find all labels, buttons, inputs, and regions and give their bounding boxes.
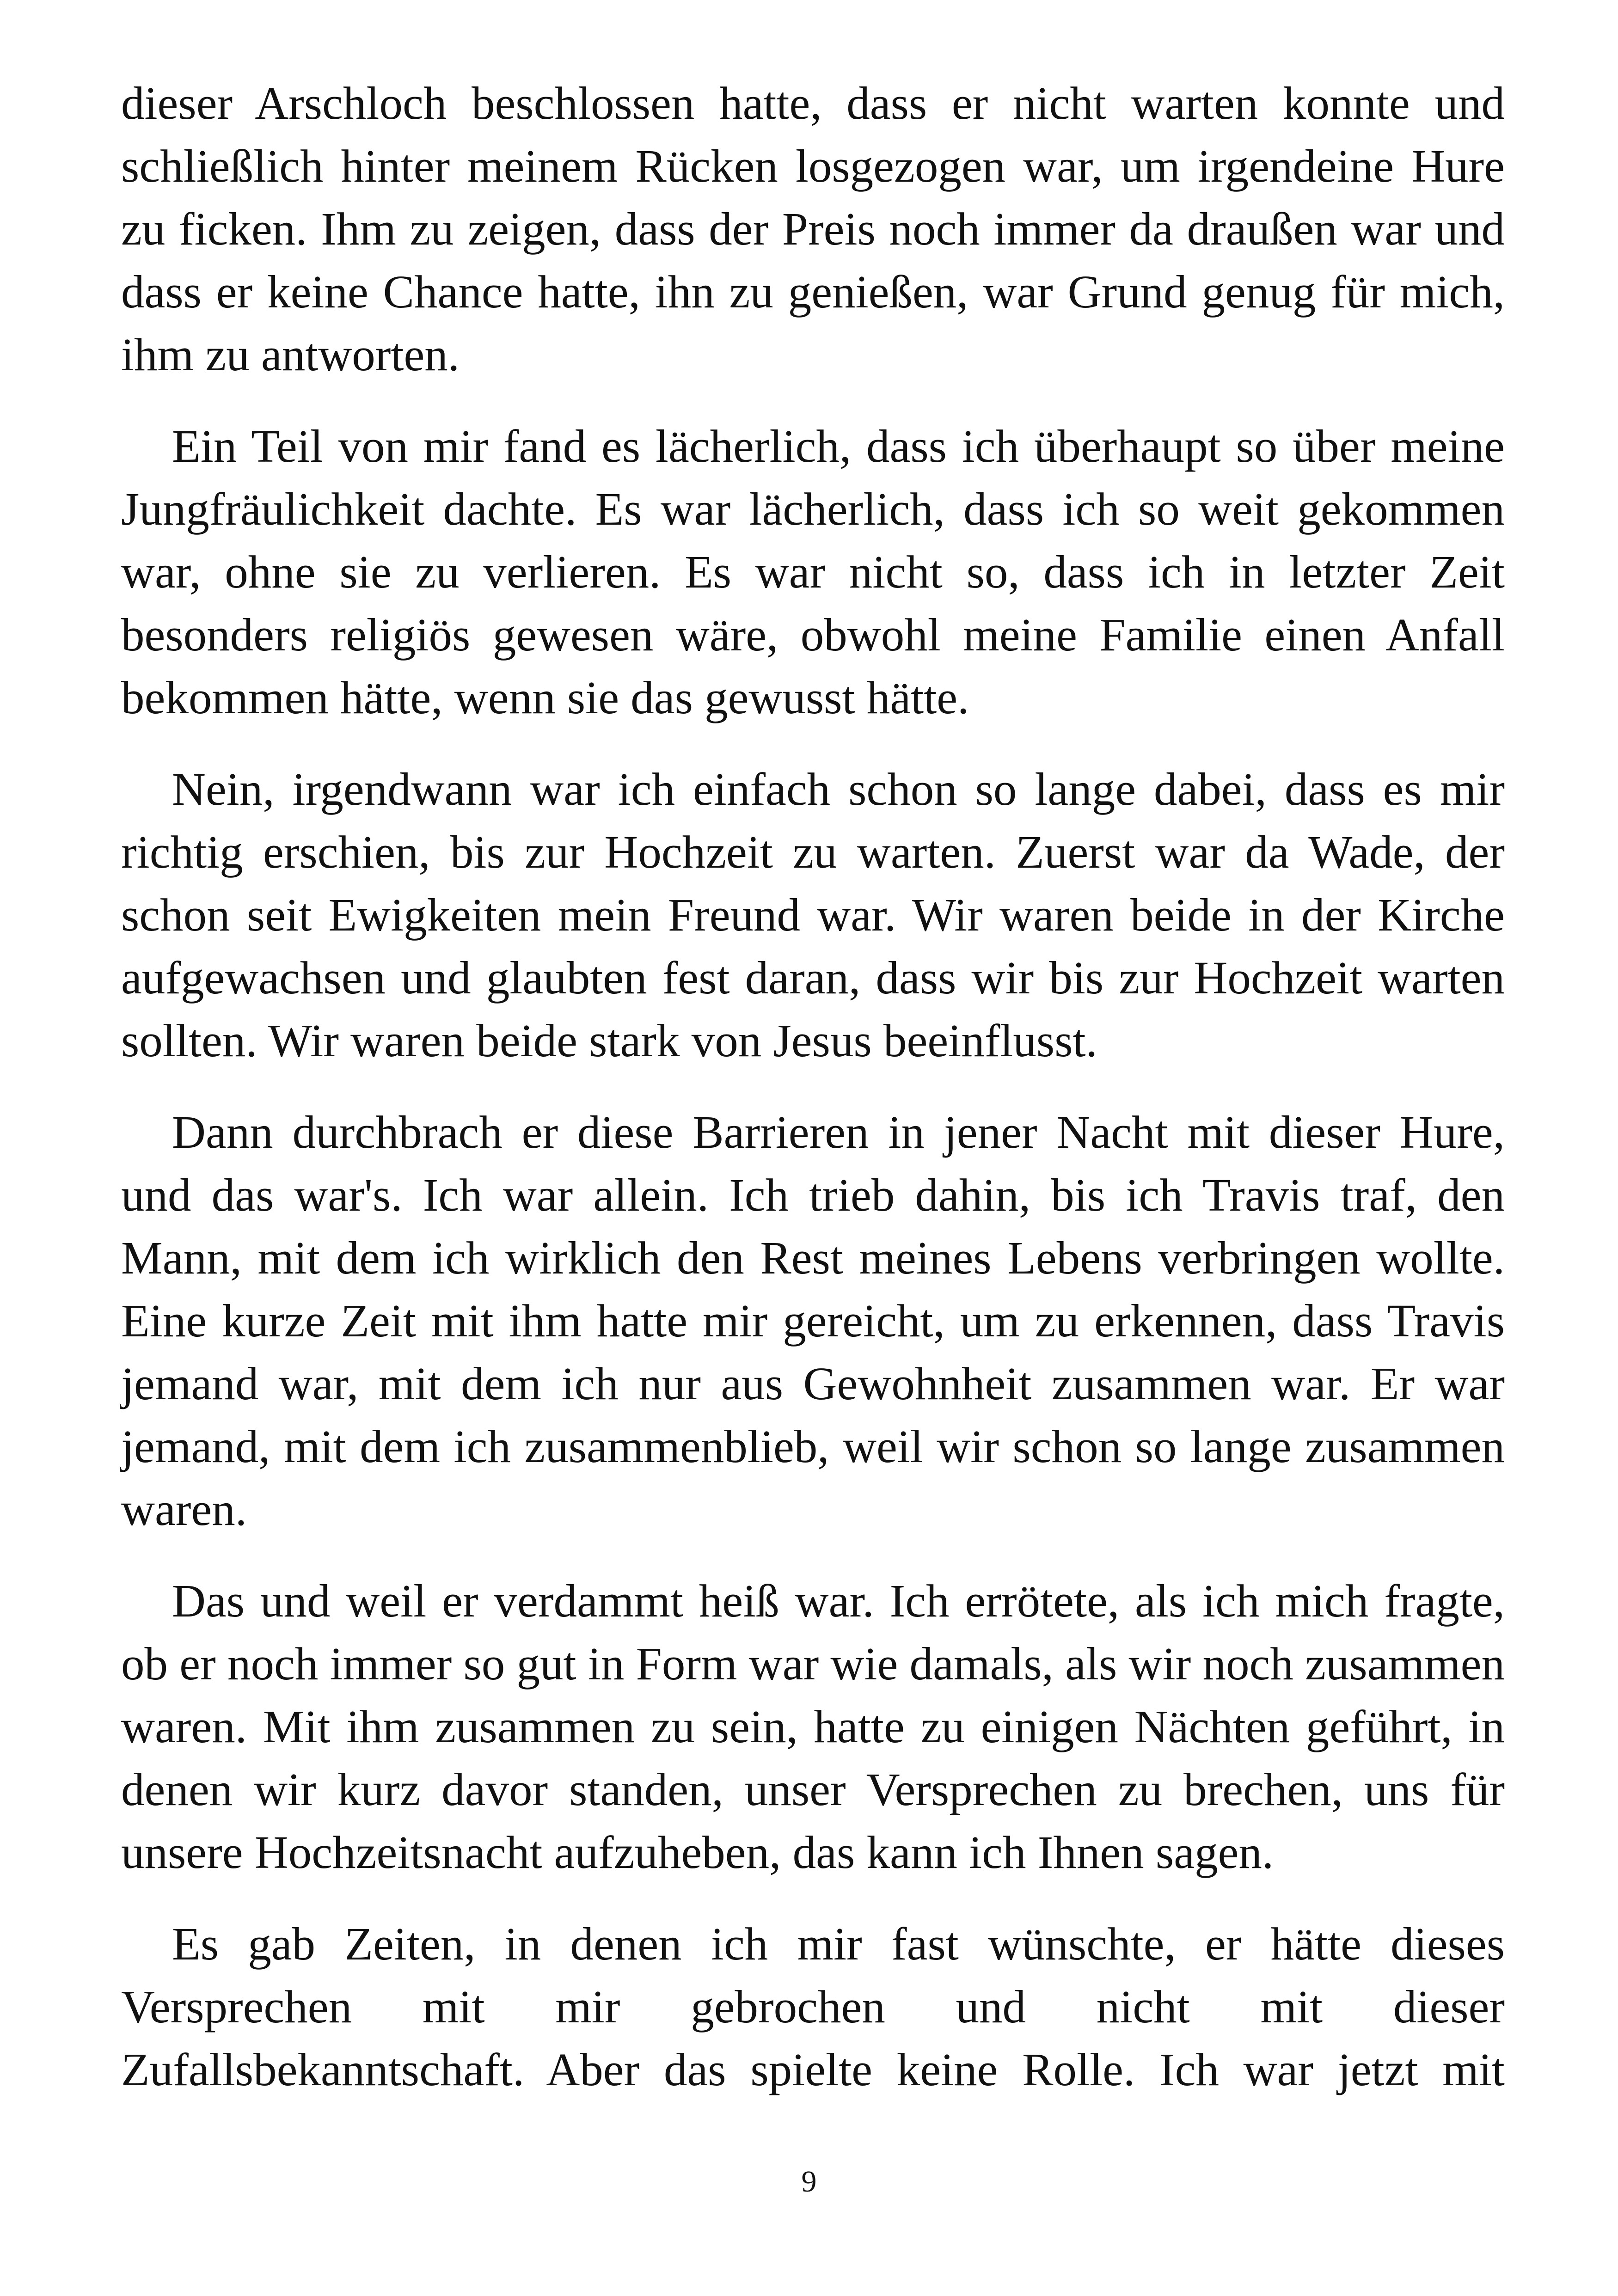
paragraph-4: Dann durchbrach er diese Barrieren in jener Nacht mit dieser Hure, und das war's. Ich war allein. Ich trieb dahin, bis ich Travis traf, den Mann, mit dem ich wirklich den Rest meines Lebens verbringen wollte. Eine kurze Zeit mit ihm hatte mir gereicht, um zu erkennen, dass Travis jemand war, mit dem ich nur aus Gewohnheit zusammen war. Er war jemand, mit dem ich zusammenblieb, weil wir schon so lange zusammen waren.	[121, 1106, 1505, 1535]
paragraph-6: Es gab Zeiten, in denen ich mir fast wünschte, er hätte dieses Versprechen mit mir gebrochen und nicht mit dieser Zufallsbekanntschaft. Aber das spielte keine Rolle. Ich war jetzt mit	[121, 1918, 1505, 2095]
body-text	[121, 72, 1505, 2130]
paragraph-1: dieser Arschloch beschlossen hatte, dass er nicht warten konnte und schließlich hinter meinem Rücken losgezogen war, um irgendeine Hure zu ficken. Ihm zu zeigen, dass der Preis noch immer da draußen war und dass er keine Chance hatte, ihn zu genießen, war Grund genug für mich, ihm zu antworten.	[121, 77, 1505, 380]
paragraph-3: Nein, irgendwann war ich einfach schon so lange dabei, dass es mir richtig erschien, bis zur Hochzeit zu warten. Zuerst war da Wade, der schon seit Ewigkeiten mein Freund war. Wir waren beide in der Kirche aufgewachsen und glaubten fest daran, dass wir bis zur Hochzeit warten sollten. Wir waren beide stark von Jesus beeinflusst.	[121, 763, 1505, 1066]
paragraph-5: Das und weil er verdammt heiß war. Ich errötete, als ich mich fragte, ob er noch immer so gut in Form war wie damals, als wir noch zusammen waren. Mit ihm zusammen zu sein, hatte zu einigen Nächten geführt, in denen wir kurz davor standen, unser Versprechen zu brechen, uns für unsere Hochzeitsnacht aufzuheben, das kann ich Ihnen sagen.	[121, 1575, 1505, 1878]
paragraph-2: Ein Teil von mir fand es lächerlich, dass ich überhaupt so über meine Jungfräulichkeit dachte. Es war lächerlich, dass ich so weit gekommen war, ohne sie zu verlieren. Es war nicht so, dass ich in letzter Zeit besonders religiös gewesen wäre, obwohl meine Familie einen Anfall bekommen hätte, wenn sie das gewusst hätte.	[121, 420, 1505, 723]
page-number: 9	[801, 2165, 817, 2198]
